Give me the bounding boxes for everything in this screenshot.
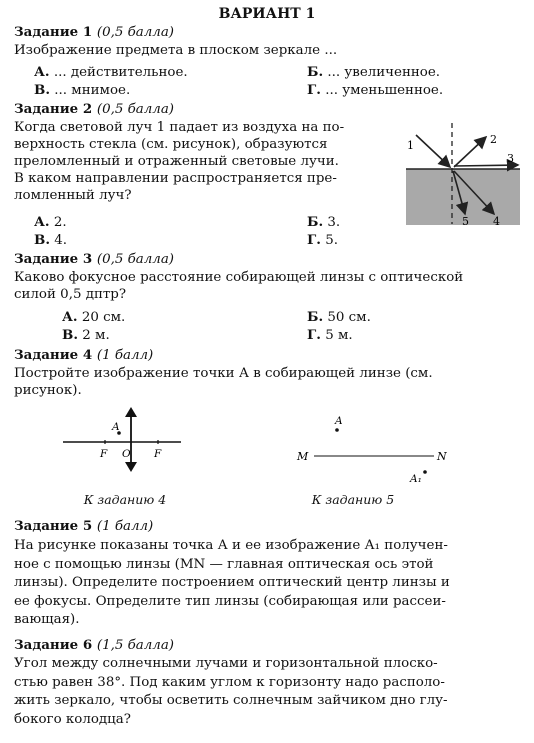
- task4-points: (1 балл): [96, 348, 154, 363]
- label-center: O: [122, 448, 131, 460]
- label-ray-3: 3: [507, 152, 514, 165]
- label-n: N: [437, 450, 447, 463]
- ray-2: [454, 137, 486, 167]
- task1-option-a: А. ... действительное.: [34, 64, 188, 80]
- task6-question: Угол между солнечными лучами и горизонтальной плоско- стью равен 38°. Под каким углом к горизонту надо располо- жить зеркало, чтобы осветить солнечным зайчиком дно глу- бокого колодца?: [14, 656, 448, 727]
- task3-option-b: Б. 50 см.: [307, 309, 371, 325]
- task3-heading-label: Задание 3: [14, 251, 93, 267]
- label-focus-left: F: [100, 448, 108, 460]
- task2-heading-label: Задание 2: [14, 101, 93, 117]
- label-a: A: [112, 421, 120, 433]
- point-a: [335, 428, 339, 432]
- task4-heading-label: Задание 4: [14, 347, 93, 363]
- task1-heading: [14, 24, 520, 41]
- task2-points: (0,5 балла): [96, 102, 175, 117]
- task3-points: (0,5 балла): [96, 252, 175, 267]
- task2-option-a: А. 2.: [34, 214, 67, 230]
- task6-points: (1,5 балла): [96, 638, 175, 653]
- label-a: A: [335, 415, 343, 427]
- ray-3: [454, 165, 518, 166]
- task1-option-c: В. ... мнимое.: [34, 82, 131, 98]
- task1-question: Изображение предмета в плоском зеркале ...: [14, 43, 338, 58]
- label-focus-right: F: [154, 448, 162, 460]
- task3-question: Каково фокусное расстояние собирающей линзы с оптической силой 0,5 дптр?: [14, 270, 464, 302]
- label-ray-4: 4: [493, 215, 500, 226]
- task6-heading: [14, 637, 520, 654]
- task2-question: Когда световой луч 1 падает из воздуха на по- верхность стекла (см. рисунок), образуются преломленный и отраженный световые лучи. В каком направлении распространяется пре- ломленный луч?: [14, 120, 345, 203]
- label-ray-2: 2: [490, 133, 497, 146]
- task3-option-d: Г. 5 м.: [307, 327, 353, 343]
- task1-heading-label: Задание 1: [14, 24, 93, 40]
- task3-option-a: А. 20 см.: [62, 309, 126, 325]
- task5-heading-label: Задание 5: [14, 518, 93, 534]
- task3-heading: [14, 251, 520, 268]
- task1-option-d: Г. ... уменьшенное.: [307, 82, 444, 98]
- task4-question: Постройте изображение точки А в собирающей линзе (см. рисунок).: [14, 366, 433, 398]
- refraction-figure: [398, 118, 522, 226]
- ray-1: [416, 135, 450, 167]
- task5-question: На рисунке показаны точка А и ее изображение А₁ получен- ное с помощью линзы (MN — главная оптическая ось этой линзы). Определите построением оптический центр линзы и ее фокусы. Определите тип линзы (собирающая или рассеи- вающая).: [14, 538, 450, 627]
- image-point-a1: [423, 470, 427, 474]
- lens-figure-task4: [55, 404, 185, 474]
- task5-points: (1 балл): [96, 519, 154, 534]
- page-title: ВАРИАНТ 1: [218, 6, 316, 22]
- task5-heading: [14, 518, 520, 535]
- label-ray-1: 1: [407, 139, 414, 152]
- task2-option-d: Г. 5.: [307, 232, 338, 248]
- task1-option-b: Б. ... увеличенное.: [307, 64, 441, 80]
- caption-task5: К заданию 5: [311, 492, 395, 507]
- label-m: M: [297, 450, 309, 463]
- task2-heading: [14, 101, 520, 118]
- task4-heading: [14, 347, 520, 364]
- task3-option-c: В. 2 м.: [62, 327, 110, 343]
- task1-points: (0,5 балла): [96, 25, 175, 40]
- label-a1: A₁: [410, 473, 422, 484]
- task6-heading-label: Задание 6: [14, 637, 93, 653]
- axis-figure-task5: [290, 410, 460, 484]
- task2-option-b: Б. 3.: [307, 214, 341, 230]
- caption-task4: К заданию 4: [83, 492, 167, 507]
- task2-option-c: В. 4.: [34, 232, 68, 248]
- label-ray-5: 5: [462, 215, 469, 226]
